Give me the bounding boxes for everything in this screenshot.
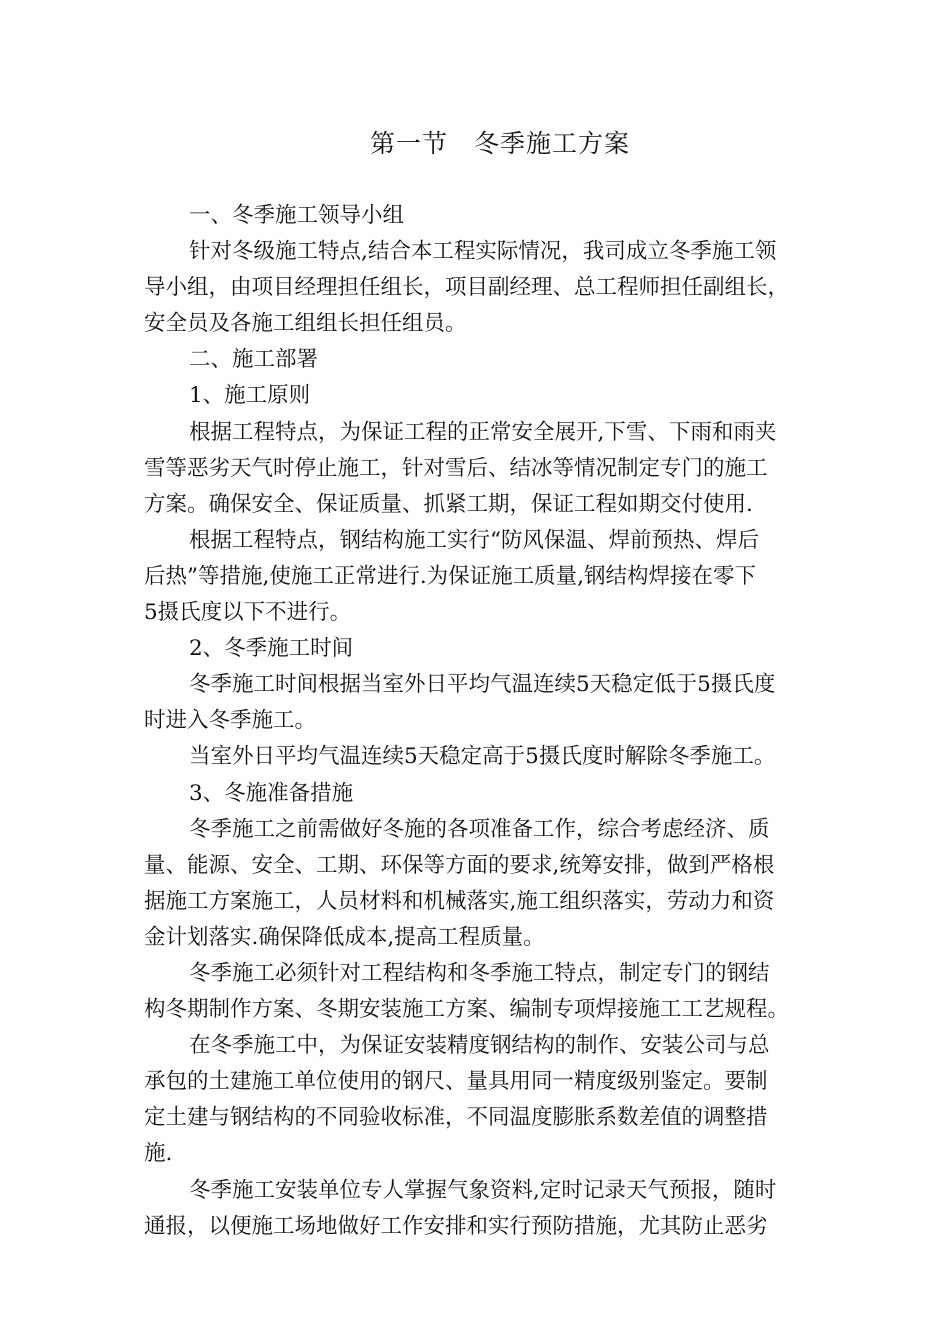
text-line: 冬季施工之前需做好冬施的各项准备工作，综合考虑经济、质	[189, 816, 770, 842]
text-line: 在冬季施工中，为保证安装精度钢结构的制作、安装公司与总	[189, 1033, 770, 1059]
text-line: 根据工程特点，为保证工程的正常安全展开,下雪、下雨和雨夹	[189, 419, 777, 445]
text-line: 时进入冬季施工。	[144, 708, 317, 734]
text-line: 针对冬级施工特点,结合本工程实际情况，我司成立冬季施工领	[189, 239, 777, 265]
text-line: 量、能源、安全、工期、环保等方面的要求,统筹安排，做到严格根	[144, 852, 775, 878]
text-line: 2、冬季施工时间	[189, 636, 354, 662]
text-line: 构冬期制作方案、冬期安装施工方案、编制专项焊接施工工艺规程。	[144, 997, 790, 1023]
text-line: 3、冬施准备措施	[189, 780, 354, 806]
text-line: 据施工方案施工，人员材料和机械落实,施工组织落实，劳动力和资	[144, 888, 775, 914]
text-line: 金计划落实.确保降低成本,提高工程质量。	[144, 924, 545, 950]
text-line: 1、施工原则	[189, 383, 311, 409]
text-line: 冬季施工必须针对工程结构和冬季施工特点，制定专门的钢结	[189, 960, 770, 986]
text-line: 通报，以便施工场地做好工作安排和实行预防措施，尤其防止恶劣	[144, 1213, 768, 1239]
text-line: 冬季施工安装单位专人掌握气象资料,定时记录天气预报，随时	[189, 1177, 777, 1203]
section-title: 第一节 冬季施工方案	[369, 129, 630, 158]
text-line: 施.	[144, 1141, 173, 1167]
text-line: 一、冬季施工领导小组	[189, 203, 405, 228]
text-line: 雪等恶劣天气时停止施工，针对雪后、结冰等情况制定专门的施工	[144, 455, 768, 481]
text-line: 导小组，由项目经理担任组长，项目副经理、总工程师担任副组长，	[144, 275, 790, 301]
text-line: 定土建与钢结构的不同验收标准，不同温度膨胀系数差值的调整措	[144, 1105, 768, 1131]
text-line: 方案。确保安全、保证质量、抓紧工期，保证工程如期交付使用.	[144, 491, 753, 517]
text-line: 根据工程特点，钢结构施工实行“防风保温、焊前预热、焊后	[189, 527, 759, 553]
text-line: 冬季施工时间根据当室外日平均气温连续5天稳定低于5摄氏度	[189, 672, 776, 698]
text-line: 安全员及各施工组组长担任组员。	[144, 311, 467, 337]
text-line: 二、施工部署	[189, 347, 319, 373]
text-line: 后热”等措施,使施工正常进行.为保证施工质量,钢结构焊接在零下	[144, 563, 756, 589]
document-body	[144, 198, 812, 1245]
text-line: 5摄氏度以下不进行。	[144, 600, 352, 626]
text-line: 承包的土建施工单位使用的钢尺、量具用同一精度级别鉴定。要制	[144, 1069, 768, 1095]
text-line: 当室外日平均气温连续5天稳定高于5摄氏度时解除冬季施工。	[189, 744, 776, 770]
